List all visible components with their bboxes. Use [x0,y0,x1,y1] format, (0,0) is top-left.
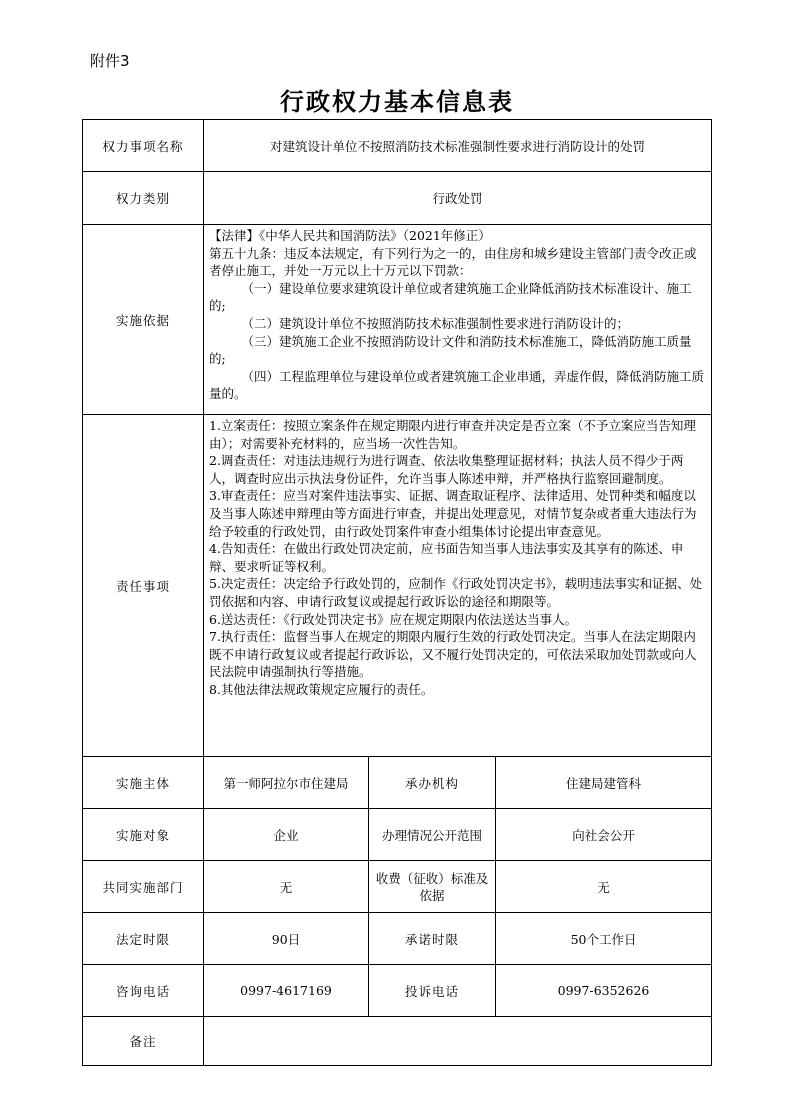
row-target [83,809,712,861]
subject-label: 实施主体 [83,757,204,809]
complaint-phone-label: 投诉电话 [369,965,496,1017]
consult-phone-value: 0997-4617169 [204,965,369,1017]
promised-deadline-value: 50个工作日 [496,913,712,965]
target-label: 实施对象 [83,809,204,861]
joint-dept-label: 共同实施部门 [83,861,204,913]
duty-content [204,415,712,757]
disclosure-value: 向社会公开 [496,809,712,861]
remark-label: 备注 [83,1017,204,1066]
row-subject [83,757,712,809]
remark-value [204,1017,712,1066]
complaint-phone-value: 0997-6352626 [496,965,712,1017]
power-type-value: 行政处罚 [204,172,712,225]
power-type-label: 权力类别 [83,172,204,225]
target-value: 企业 [204,809,369,861]
basis-line: （一）建设单位要求建筑设计单位或者建筑施工企业降低消防技术标准设计、施工的; [209,280,692,314]
attachment-label: 附件3 [90,52,130,70]
promised-deadline-label: 承诺时限 [369,913,496,965]
page-title: 行政权力基本信息表 [280,88,514,116]
duty-line: 5.决定责任：决定给予行政处罚的，应制作《行政处罚决定书》，载明违法事实和证据、处罚依据和内容、申请行政复议或提起行政诉讼的途径和期限等。 [209,576,703,609]
row-power-name [83,120,712,172]
fee-value: 无 [496,861,712,913]
row-basis [83,225,712,415]
duty-line: 8.其他法律法规政策规定应履行的责任。 [209,681,434,697]
power-name-value: 对建筑设计单位不按照消防技术标准强制性要求进行消防设计的处罚 [204,120,712,172]
power-name-label: 权力事项名称 [83,120,204,172]
duty-line: 2.调查责任：对违法违规行为进行调查、依法收集整理证据材料；执法人员不得少于两人，调查时应出示执法身份证件，允许当事人陈述申辩，并严格执行监察回避制度。 [209,453,684,486]
basis-line: （三）建筑施工企业不按照消防设计文件和消防技术标准施工，降低消防施工质量的; [209,333,692,367]
duty-label: 责任事项 [83,415,204,757]
basis-line: （四）工程监理单位与建设单位或者建筑施工企业串通，弄虚作假，降低消防施工质量的。 [209,368,705,402]
basis-label: 实施依据 [83,225,204,415]
duty-line: 1.立案责任：按照立案条件在规定期限内进行审查并决定是否立案（不予立案应当告知理由）；对需要补充材料的，应当场一次性告知。 [209,418,696,451]
row-joint [83,861,712,913]
basis-line: （二）建筑设计单位不按照消防技术标准强制性要求进行消防设计的； [241,315,630,331]
duty-line: 4.告知责任：在做出行政处罚决定前，应书面告知当事人违法事实及其享有的陈述、申辩、要求听证等权利。 [209,541,684,574]
consult-phone-label: 咨询电话 [83,965,204,1017]
disclosure-label: 办理情况公开范围 [369,809,496,861]
agency-label: 承办机构 [369,757,496,809]
duty-line: 6.送达责任：《行政处罚决定书》应在规定期限内依法送达当事人。 [209,611,578,627]
row-remark [83,1017,712,1066]
duty-line: 7.执行责任：监督当事人在规定的期限内履行生效的行政处罚决定。当事人在法定期限内既不申请行政复议或者提起行政诉讼，又不履行处罚决定的，可依法采取加处罚款或向人民法院申请强制执行等措施。 [209,629,697,680]
basis-line: 第五十九条：违反本法规定，有下列行为之一的，由住房和城乡建设主管部门责令改正或者停止施工，并处一万元以上十万元以下罚款： [209,245,697,279]
joint-dept-value: 无 [204,861,369,913]
basis-line: 【法律】《中华人民共和国消防法》（2021年修正） [209,228,491,243]
legal-deadline-value: 90日 [204,913,369,965]
fee-label: 收费（征收）标准及依据 [369,861,496,913]
row-phone [83,965,712,1017]
basis-content [204,225,712,415]
row-duty [83,415,712,757]
info-table [82,119,712,1066]
legal-deadline-label: 法定时限 [83,913,204,965]
row-deadline [83,913,712,965]
duty-line: 3.审查责任：应当对案件违法事实、证据、调查取证程序、法律适用、处罚种类和幅度以及当事人陈述申辩理由等方面进行审查，并提出处理意见，对情节复杂或者重大违法行为给予较重的行政处罚，由行政处罚案件审查小组集体讨论提出审查意见。 [209,488,697,539]
subject-value: 第一师阿拉尔市住建局 [204,757,369,809]
row-power-type [83,172,712,225]
agency-value: 住建局建管科 [496,757,712,809]
